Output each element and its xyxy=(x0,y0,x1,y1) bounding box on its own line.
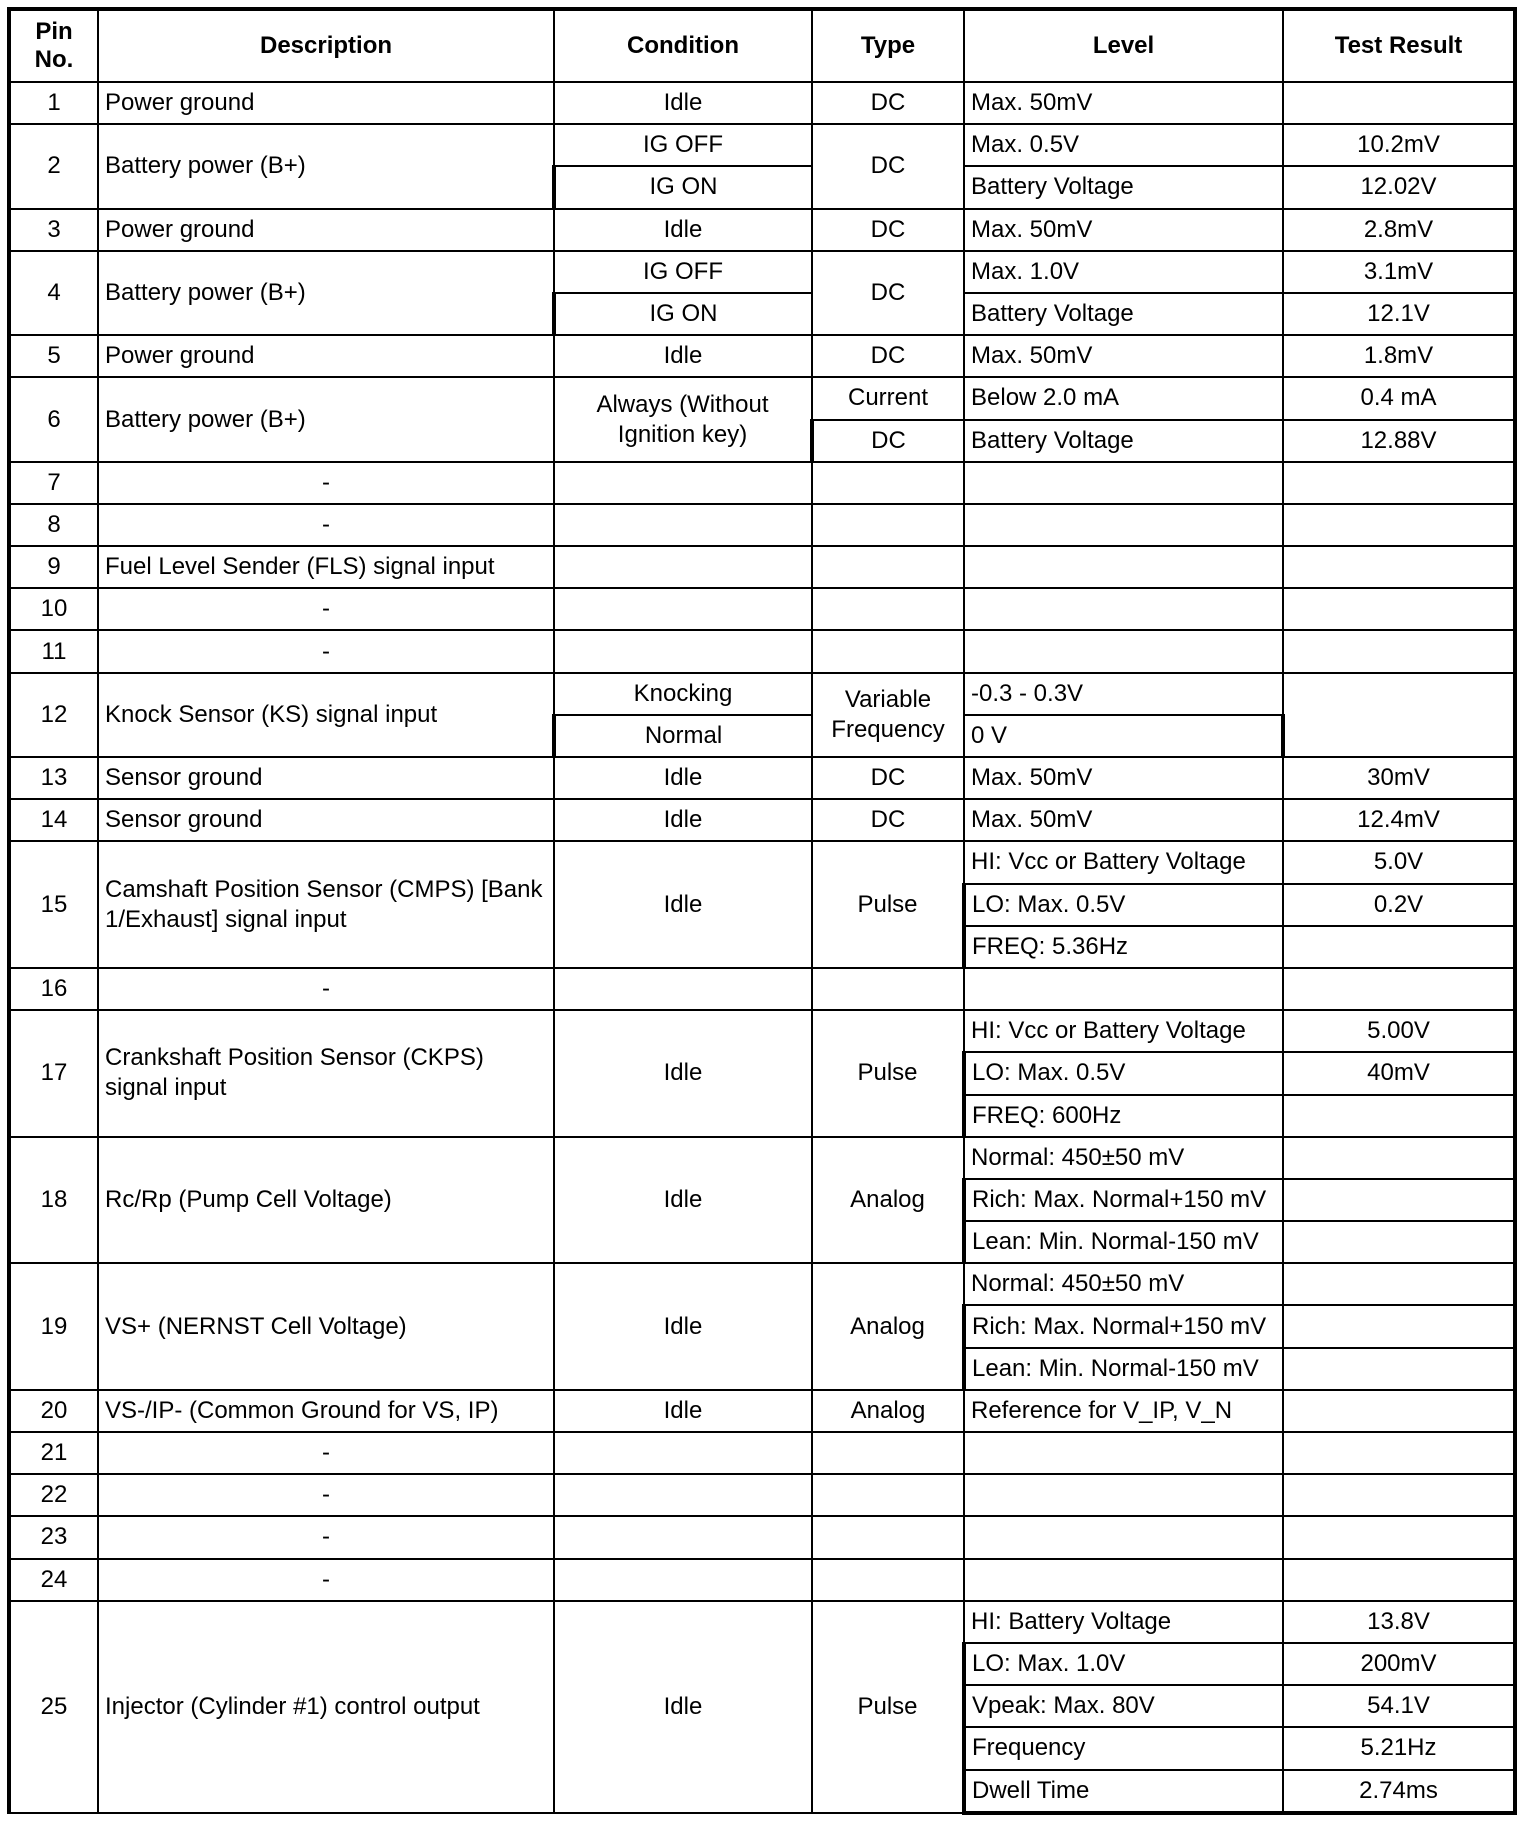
pin-description: Power ground xyxy=(98,335,554,377)
type-cell xyxy=(812,1559,964,1601)
pin-number: 15 xyxy=(9,841,98,968)
condition-cell xyxy=(554,462,812,504)
pin-number: 1 xyxy=(9,82,98,124)
test-result-cell xyxy=(1283,1559,1515,1601)
condition-cell xyxy=(554,1432,812,1474)
pin-number: 8 xyxy=(9,504,98,546)
pin-description: Battery power (B+) xyxy=(98,377,554,461)
level-cell: Below 2.0 mA xyxy=(964,377,1283,419)
condition-cell: Idle xyxy=(554,841,812,968)
condition-cell xyxy=(554,504,812,546)
pin-description: - xyxy=(98,630,554,672)
test-result-cell xyxy=(1283,546,1515,588)
type-cell xyxy=(812,1516,964,1558)
table-row xyxy=(9,504,1515,546)
pin-number: 10 xyxy=(9,588,98,630)
type-cell: Analog xyxy=(812,1137,964,1264)
pin-description: - xyxy=(98,588,554,630)
type-cell: DC xyxy=(812,335,964,377)
type-cell: DC xyxy=(812,251,964,335)
pin-number: 22 xyxy=(9,1474,98,1516)
level-cell: Vpeak: Max. 80V xyxy=(964,1685,1283,1727)
table-row xyxy=(9,1559,1515,1601)
condition-cell: Idle xyxy=(554,1010,812,1137)
pin-description: VS+ (NERNST Cell Voltage) xyxy=(98,1263,554,1390)
table-row xyxy=(9,377,1515,419)
level-cell: Battery Voltage xyxy=(964,166,1283,208)
condition-cell: IG OFF xyxy=(554,124,812,166)
level-cell: Max. 1.0V xyxy=(964,251,1283,293)
type-cell: Pulse xyxy=(812,841,964,968)
condition-cell: IG ON xyxy=(554,293,812,335)
pin-description: Rc/Rp (Pump Cell Voltage) xyxy=(98,1137,554,1264)
test-result-cell: 0.2V xyxy=(1283,884,1515,926)
level-cell xyxy=(964,1474,1283,1516)
type-cell: Variable Frequency xyxy=(812,673,964,757)
type-cell: DC xyxy=(812,420,964,462)
pin-description: Camshaft Position Sensor (CMPS) [Bank 1/Exhaust] signal input xyxy=(98,841,554,968)
pin-number: 13 xyxy=(9,757,98,799)
type-cell xyxy=(812,1432,964,1474)
test-result-cell: 5.21Hz xyxy=(1283,1727,1515,1769)
level-cell: Battery Voltage xyxy=(964,420,1283,462)
test-result-cell xyxy=(1283,1179,1515,1221)
pin-description: - xyxy=(98,504,554,546)
level-cell: Dwell Time xyxy=(964,1770,1283,1814)
test-result-cell xyxy=(1283,630,1515,672)
level-cell: LO: Max. 1.0V xyxy=(964,1643,1283,1685)
pin-description: Fuel Level Sender (FLS) signal input xyxy=(98,546,554,588)
level-cell: Max. 50mV xyxy=(964,82,1283,124)
condition-cell: Idle xyxy=(554,209,812,251)
header-condition: Condition xyxy=(554,9,812,82)
test-result-cell: 1.8mV xyxy=(1283,335,1515,377)
type-cell xyxy=(812,588,964,630)
pin-description: - xyxy=(98,1516,554,1558)
test-result-cell xyxy=(1283,1390,1515,1432)
table-row xyxy=(9,251,1515,293)
test-result-cell: 40mV xyxy=(1283,1052,1515,1094)
pin-number: 23 xyxy=(9,1516,98,1558)
level-cell: Max. 50mV xyxy=(964,799,1283,841)
header-test-result: Test Result xyxy=(1283,9,1515,82)
pin-number: 11 xyxy=(9,630,98,672)
type-cell: DC xyxy=(812,799,964,841)
test-result-cell xyxy=(1283,968,1515,1010)
header-description: Description xyxy=(98,9,554,82)
level-cell xyxy=(964,588,1283,630)
test-result-cell xyxy=(1283,1474,1515,1516)
condition-cell: Idle xyxy=(554,1390,812,1432)
type-cell: Analog xyxy=(812,1263,964,1390)
type-cell: DC xyxy=(812,124,964,208)
test-result-cell xyxy=(1283,1516,1515,1558)
pin-description: - xyxy=(98,462,554,504)
test-result-cell: 30mV xyxy=(1283,757,1515,799)
table-row xyxy=(9,841,1515,883)
pin-description: Battery power (B+) xyxy=(98,251,554,335)
level-cell: Max. 50mV xyxy=(964,757,1283,799)
pin-number: 17 xyxy=(9,1010,98,1137)
pin-number: 2 xyxy=(9,124,98,208)
pin-description: Crankshaft Position Sensor (CKPS) signal input xyxy=(98,1010,554,1137)
level-cell xyxy=(964,1516,1283,1558)
test-result-cell: 12.02V xyxy=(1283,166,1515,208)
test-result-cell: 2.8mV xyxy=(1283,209,1515,251)
level-cell: Reference for V_IP, V_N xyxy=(964,1390,1283,1432)
header-type: Type xyxy=(812,9,964,82)
condition-cell: Idle xyxy=(554,757,812,799)
condition-cell: IG ON xyxy=(554,166,812,208)
pin-number: 18 xyxy=(9,1137,98,1264)
test-result-cell xyxy=(1283,462,1515,504)
pin-number: 5 xyxy=(9,335,98,377)
condition-cell xyxy=(554,630,812,672)
pin-description: - xyxy=(98,1432,554,1474)
pin-description: Battery power (B+) xyxy=(98,124,554,208)
level-cell: LO: Max. 0.5V xyxy=(964,884,1283,926)
level-cell xyxy=(964,462,1283,504)
test-result-cell xyxy=(1283,1432,1515,1474)
condition-cell: Idle xyxy=(554,799,812,841)
level-cell: Lean: Min. Normal-150 mV xyxy=(964,1221,1283,1263)
header-level: Level xyxy=(964,9,1283,82)
level-cell xyxy=(964,630,1283,672)
condition-cell: Idle xyxy=(554,335,812,377)
test-result-cell: 5.0V xyxy=(1283,841,1515,883)
level-cell: -0.3 - 0.3V xyxy=(964,673,1283,715)
condition-cell: IG OFF xyxy=(554,251,812,293)
table-row xyxy=(9,1601,1515,1643)
condition-cell: Normal xyxy=(554,715,812,757)
table-row xyxy=(9,1390,1515,1432)
condition-cell: Idle xyxy=(554,1263,812,1390)
test-result-cell: 3.1mV xyxy=(1283,251,1515,293)
pin-description: Power ground xyxy=(98,209,554,251)
table-row xyxy=(9,1516,1515,1558)
condition-cell xyxy=(554,1474,812,1516)
table-body xyxy=(9,82,1515,1813)
level-cell: Normal: 450±50 mV xyxy=(964,1137,1283,1179)
table-row xyxy=(9,1432,1515,1474)
pin-description: Sensor ground xyxy=(98,757,554,799)
table-row xyxy=(9,1010,1515,1052)
table-header-row xyxy=(9,9,1515,82)
test-result-cell: 54.1V xyxy=(1283,1685,1515,1727)
type-cell: Pulse xyxy=(812,1601,964,1813)
pin-number: 20 xyxy=(9,1390,98,1432)
type-cell xyxy=(812,462,964,504)
condition-cell: Idle xyxy=(554,1601,812,1813)
level-cell xyxy=(964,504,1283,546)
test-result-cell: 200mV xyxy=(1283,1643,1515,1685)
type-cell xyxy=(812,1474,964,1516)
pin-number: 16 xyxy=(9,968,98,1010)
table-row xyxy=(9,757,1515,799)
level-cell: Rich: Max. Normal+150 mV xyxy=(964,1179,1283,1221)
condition-cell xyxy=(554,968,812,1010)
pin-description: VS-/IP- (Common Ground for VS, IP) xyxy=(98,1390,554,1432)
level-cell: FREQ: 600Hz xyxy=(964,1095,1283,1137)
test-result-cell: 0.4 mA xyxy=(1283,377,1515,419)
pin-number: 6 xyxy=(9,377,98,461)
pin-description: Injector (Cylinder #1) control output xyxy=(98,1601,554,1813)
type-cell xyxy=(812,630,964,672)
test-result-cell: 5.00V xyxy=(1283,1010,1515,1052)
level-cell: Battery Voltage xyxy=(964,293,1283,335)
table-row xyxy=(9,1474,1515,1516)
pin-description: - xyxy=(98,1474,554,1516)
condition-cell: Idle xyxy=(554,82,812,124)
test-result-cell xyxy=(1283,1221,1515,1263)
table-row xyxy=(9,799,1515,841)
type-cell: Analog xyxy=(812,1390,964,1432)
test-result-cell: 10.2mV xyxy=(1283,124,1515,166)
table-row xyxy=(9,588,1515,630)
table-row xyxy=(9,1137,1515,1179)
level-cell: Max. 50mV xyxy=(964,209,1283,251)
test-result-cell xyxy=(1283,1263,1515,1305)
condition-cell xyxy=(554,588,812,630)
type-cell: Pulse xyxy=(812,1010,964,1137)
type-cell: Current xyxy=(812,377,964,419)
level-cell: HI: Vcc or Battery Voltage xyxy=(964,1010,1283,1052)
level-cell: LO: Max. 0.5V xyxy=(964,1052,1283,1094)
type-cell: DC xyxy=(812,209,964,251)
table-row xyxy=(9,968,1515,1010)
test-result-cell xyxy=(1283,1305,1515,1347)
level-cell: Rich: Max. Normal+150 mV xyxy=(964,1305,1283,1347)
pin-number: 24 xyxy=(9,1559,98,1601)
level-cell: Max. 50mV xyxy=(964,335,1283,377)
type-cell xyxy=(812,968,964,1010)
level-cell: FREQ: 5.36Hz xyxy=(964,926,1283,968)
pin-number: 7 xyxy=(9,462,98,504)
level-cell: Lean: Min. Normal-150 mV xyxy=(964,1348,1283,1390)
level-cell: Frequency xyxy=(964,1727,1283,1769)
test-result-cell xyxy=(1283,1095,1515,1137)
table-row xyxy=(9,546,1515,588)
test-result-cell xyxy=(1283,926,1515,968)
pin-description: - xyxy=(98,968,554,1010)
table-row xyxy=(9,82,1515,124)
condition-cell: Knocking xyxy=(554,673,812,715)
table-row xyxy=(9,209,1515,251)
pin-number: 25 xyxy=(9,1601,98,1813)
test-result-cell xyxy=(1283,673,1515,757)
level-cell: Normal: 450±50 mV xyxy=(964,1263,1283,1305)
test-result-cell: 2.74ms xyxy=(1283,1770,1515,1814)
level-cell: Max. 0.5V xyxy=(964,124,1283,166)
pin-number: 12 xyxy=(9,673,98,757)
level-cell: HI: Vcc or Battery Voltage xyxy=(964,841,1283,883)
level-cell xyxy=(964,1432,1283,1474)
table-row xyxy=(9,124,1515,166)
table-row xyxy=(9,630,1515,672)
pin-number: 14 xyxy=(9,799,98,841)
test-result-cell: 12.1V xyxy=(1283,293,1515,335)
condition-cell xyxy=(554,1516,812,1558)
pin-description: Knock Sensor (KS) signal input xyxy=(98,673,554,757)
test-result-cell xyxy=(1283,1137,1515,1179)
condition-cell xyxy=(554,1559,812,1601)
test-result-cell xyxy=(1283,588,1515,630)
pin-number: 9 xyxy=(9,546,98,588)
type-cell: DC xyxy=(812,82,964,124)
type-cell xyxy=(812,504,964,546)
level-cell xyxy=(964,968,1283,1010)
type-cell: DC xyxy=(812,757,964,799)
test-result-cell: 13.8V xyxy=(1283,1601,1515,1643)
pin-description: Sensor ground xyxy=(98,799,554,841)
level-cell: HI: Battery Voltage xyxy=(964,1601,1283,1643)
test-result-cell xyxy=(1283,1348,1515,1390)
type-cell xyxy=(812,546,964,588)
level-cell xyxy=(964,1559,1283,1601)
table-row xyxy=(9,335,1515,377)
condition-cell: Always (Without Ignition key) xyxy=(554,377,812,461)
test-result-cell xyxy=(1283,82,1515,124)
condition-cell xyxy=(554,546,812,588)
pin-test-table xyxy=(7,7,1517,1815)
pin-description: - xyxy=(98,1559,554,1601)
condition-cell: Idle xyxy=(554,1137,812,1264)
level-cell xyxy=(964,546,1283,588)
pin-number: 19 xyxy=(9,1263,98,1390)
test-result-cell: 12.88V xyxy=(1283,420,1515,462)
level-cell: 0 V xyxy=(964,715,1283,757)
pin-number: 4 xyxy=(9,251,98,335)
test-result-cell: 12.4mV xyxy=(1283,799,1515,841)
header-pin-no: Pin No. xyxy=(9,9,98,82)
table-row xyxy=(9,1263,1515,1305)
pin-description: Power ground xyxy=(98,82,554,124)
pin-number: 3 xyxy=(9,209,98,251)
table-row xyxy=(9,673,1515,715)
pin-number: 21 xyxy=(9,1432,98,1474)
test-result-cell xyxy=(1283,504,1515,546)
table-row xyxy=(9,462,1515,504)
